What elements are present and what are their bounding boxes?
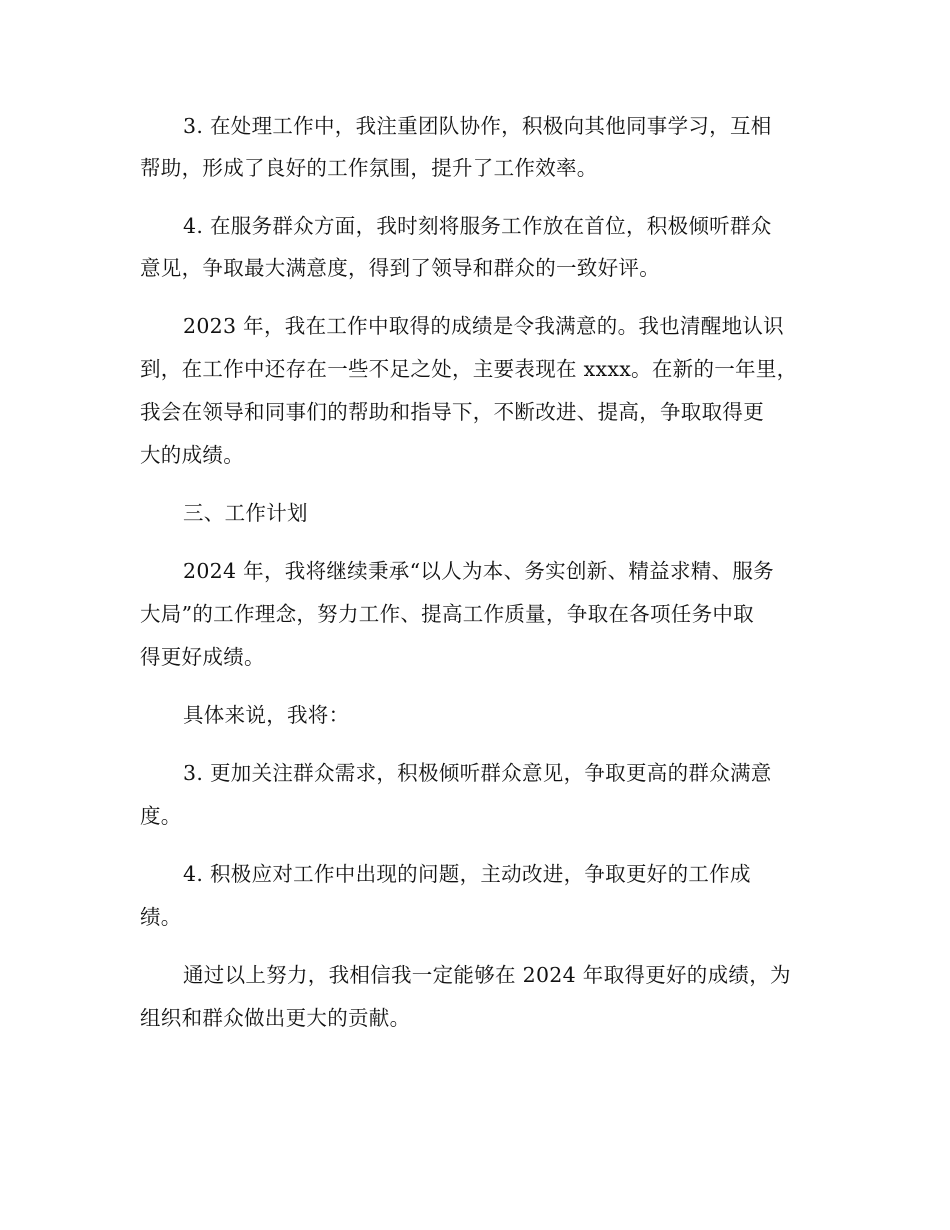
paragraph-6-line-2: 度。	[140, 804, 182, 828]
paragraph-8-line-1: 通过以上努力，我相信我一定能够在 2024 年取得更好的成绩，为	[183, 963, 791, 987]
section-heading: 三、工作计划	[183, 501, 308, 525]
paragraph-8-line-2: 组织和群众做出更大的贡献。	[140, 1006, 411, 1030]
paragraph-4-line-3: 得更好成绩。	[140, 645, 265, 669]
paragraph-4-line-2: 大局”的工作理念，努力工作、提高工作质量，争取在各项任务中取	[140, 602, 754, 626]
paragraph-7-line-2: 绩。	[140, 905, 182, 929]
paragraph-5-line-1: 具体来说，我将：	[183, 703, 350, 727]
paragraph-3-line-1: 2023 年，我在工作中取得的成绩是令我满意的。我也清醒地认识	[183, 314, 784, 338]
paragraph-2-line-2: 意见，争取最大满意度，得到了领导和群众的一致好评。	[140, 256, 660, 280]
paragraph-6-line-1: 3. 更加关注群众需求，积极倾听群众意见，争取更高的群众满意	[183, 761, 772, 785]
paragraph-3-line-2: 到，在工作中还存在一些不足之处，主要表现在 xxxx。在新的一年里，	[140, 357, 798, 381]
paragraph-4-line-1: 2024 年，我将继续秉承“以人为本、务实创新、精益求精、服务	[183, 559, 774, 583]
paragraph-1-line-1: 3. 在处理工作中，我注重团队协作，积极向其他同事学习，互相	[183, 114, 772, 138]
paragraph-7-line-1: 4. 积极应对工作中出现的问题，主动改进，争取更好的工作成	[183, 862, 751, 886]
paragraph-1-line-2: 帮助，形成了良好的工作氛围，提升了工作效率。	[140, 156, 598, 180]
paragraph-3-line-3: 我会在领导和同事们的帮助和指导下，不断改进、提高，争取取得更	[140, 400, 764, 424]
paragraph-3-line-4: 大的成绩。	[140, 443, 244, 467]
paragraph-2-line-1: 4. 在服务群众方面，我时刻将服务工作放在首位，积极倾听群众	[183, 214, 772, 238]
